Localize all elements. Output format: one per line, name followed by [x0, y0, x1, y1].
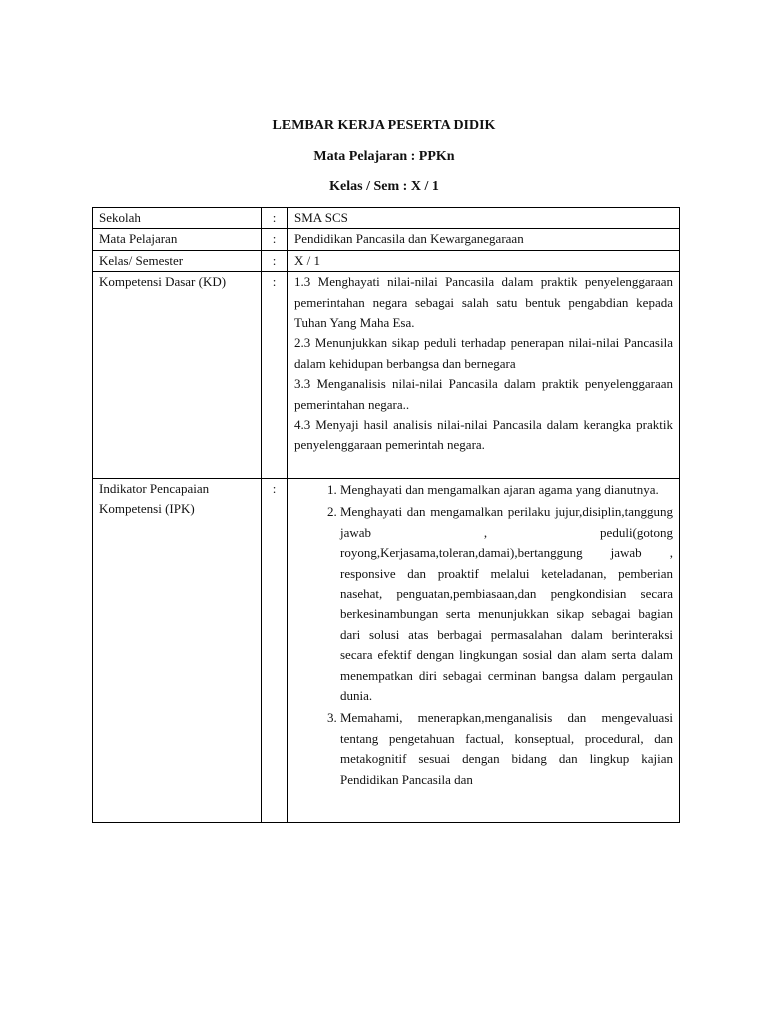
kd-item: 4.3 Menyaji hasil analisis nilai-nilai Pancasila dalam kerangka praktik penyelenggaraan pemerintah negara. [294, 417, 673, 453]
kd-label: Kompetensi Dasar (KD) [93, 272, 262, 479]
subject-heading: Mata Pelajaran : PPKn [313, 149, 455, 164]
class-semester-separator: : [262, 250, 288, 271]
kd-separator: : [262, 272, 288, 479]
kd-item: 1.3 Menghayati nilai-nilai Pancasila dalam praktik penyelenggaraan pemerintahan negara sebagai salah satu bentuk pengabdian kepada Tuhan Yang Maha Esa. [294, 274, 673, 331]
ipk-separator: : [262, 478, 288, 822]
ipk-item: 3. Memahami, menerapkan,menganalisis dan mengevaluasi tentang pengetahuan factual, konseptual, procedural, dan metakognitif sesuai dengan bidang dan lingkup kajian Pendidikan Pancasila dan [340, 708, 673, 790]
ipk-list [294, 480, 673, 790]
table-row-ipk [93, 478, 680, 822]
class-semester-value: X / 1 [288, 250, 680, 271]
class-heading: Kelas / Sem : X / 1 [329, 179, 439, 194]
table-row-subject [93, 229, 680, 250]
document-title: LEMBAR KERJA PESERTA DIDIK [272, 118, 496, 133]
ipk-content [288, 478, 680, 822]
table-row-kd [93, 272, 680, 479]
school-value: SMA SCS [288, 208, 680, 229]
school-separator: : [262, 208, 288, 229]
ipk-item: 2. Menghayati dan mengamalkan perilaku jujur,disiplin,tanggung jawab , peduli(gotong royong,Kerjasama,toleran,damai),bertanggung jawab , responsive dan proaktif melalui keteladanan, pemberian nasehat, penguatan,pembiasaan,dan pengkondisian secara berkesinambungan serta menunjukkan sikap sebagai bagian dari solusi atas berbagai permasalahan dalam berinteraksi secara efektif dengan lingkungan sosial dan alam serta dalam menempatkan diri sebagai cerminan bangsa dalam pergaulan dunia. [340, 502, 673, 706]
ipk-label: Indikator Pencapaian Kompetensi (IPK) [93, 478, 262, 822]
school-label: Sekolah [93, 208, 262, 229]
kd-content [288, 272, 680, 479]
subject-value: Pendidikan Pancasila dan Kewarganegaraan [288, 229, 680, 250]
kd-item: 2.3 Menunjukkan sikap peduli terhadap penerapan nilai-nilai Pancasila dalam kehidupan berbangsa dan bernegara [294, 335, 673, 371]
subject-label: Mata Pelajaran [93, 229, 262, 250]
identity-table [92, 207, 680, 823]
table-row-school [93, 208, 680, 229]
kd-item: 3.3 Menganalisis nilai-nilai Pancasila dalam praktik penyelenggaraan pemerintahan negara.. [294, 376, 673, 412]
ipk-list-wrapper [294, 480, 673, 822]
subject-separator: : [262, 229, 288, 250]
table-row-class-semester [93, 250, 680, 271]
class-semester-label: Kelas/ Semester [93, 250, 262, 271]
ipk-item: 1. Menghayati dan mengamalkan ajaran agama yang dianutnya. [340, 480, 673, 500]
